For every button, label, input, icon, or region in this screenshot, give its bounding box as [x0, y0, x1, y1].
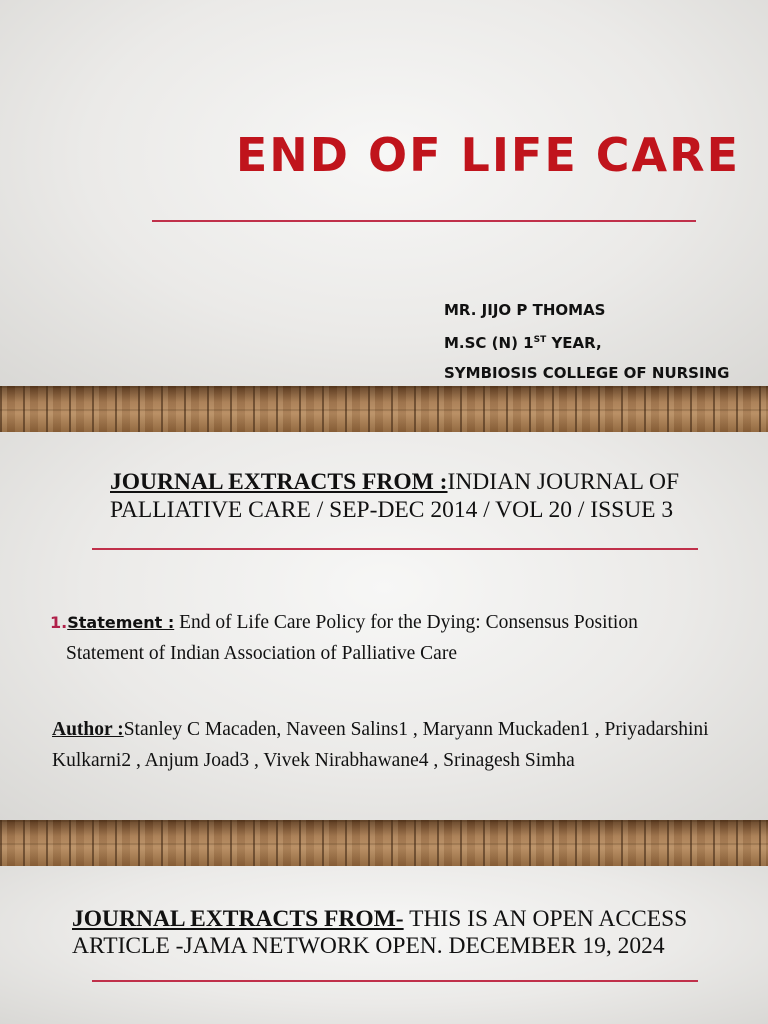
statement-label: Statement : [67, 613, 175, 632]
wood-floor-divider [0, 386, 768, 432]
statement-line-1: End of Life Care Policy for the Dying: Consensus Position [174, 612, 638, 633]
presenter-course-sup: ST [533, 335, 547, 345]
presenter-course-prefix: M.SC (N) 1 [444, 334, 534, 352]
presenter-course [444, 325, 729, 358]
statement-line-2: Statement of Indian Association of Palliative Care [66, 643, 457, 664]
wood-floor-divider [0, 820, 768, 866]
heading-divider [92, 548, 698, 550]
journal-heading-text: THIS IS AN OPEN ACCESS ARTICLE -JAMA NETWORK OPEN. DECEMBER 19, 2024 [72, 906, 688, 959]
author-text: Stanley C Macaden, Naveen Salins1 , Maryann Muckaden1 , Priyadarshini Kulkarni2 , Anjum Joad3 , Vivek Nirabhawane4 , Srinagesh Simha [52, 719, 709, 771]
statement-item [50, 607, 750, 669]
presenter-block [444, 295, 729, 388]
journal-heading-label: JOURNAL EXTRACTS FROM : [110, 469, 448, 495]
author-block [52, 714, 762, 776]
journal-heading-2 [72, 906, 732, 960]
presenter-name: MR. JIJO P THOMAS [444, 301, 606, 319]
presenter-course-suffix: YEAR, [546, 334, 602, 352]
journal-heading-1 [110, 468, 710, 524]
presenter-college: SYMBIOSIS COLLEGE OF NURSING [444, 364, 730, 382]
author-label: Author : [52, 719, 124, 740]
journal-heading-label: JOURNAL EXTRACTS FROM- [72, 906, 404, 932]
page-title: END OF LIFE CARE [235, 128, 740, 182]
journal-heading-text: INDIAN JOURNAL OF PALLIATIVE CARE / SEP-DEC 2014 / VOL 20 / ISSUE 3 [110, 469, 680, 523]
heading-divider [92, 980, 698, 982]
title-divider [152, 220, 696, 222]
statement-number: 1. [50, 613, 68, 632]
